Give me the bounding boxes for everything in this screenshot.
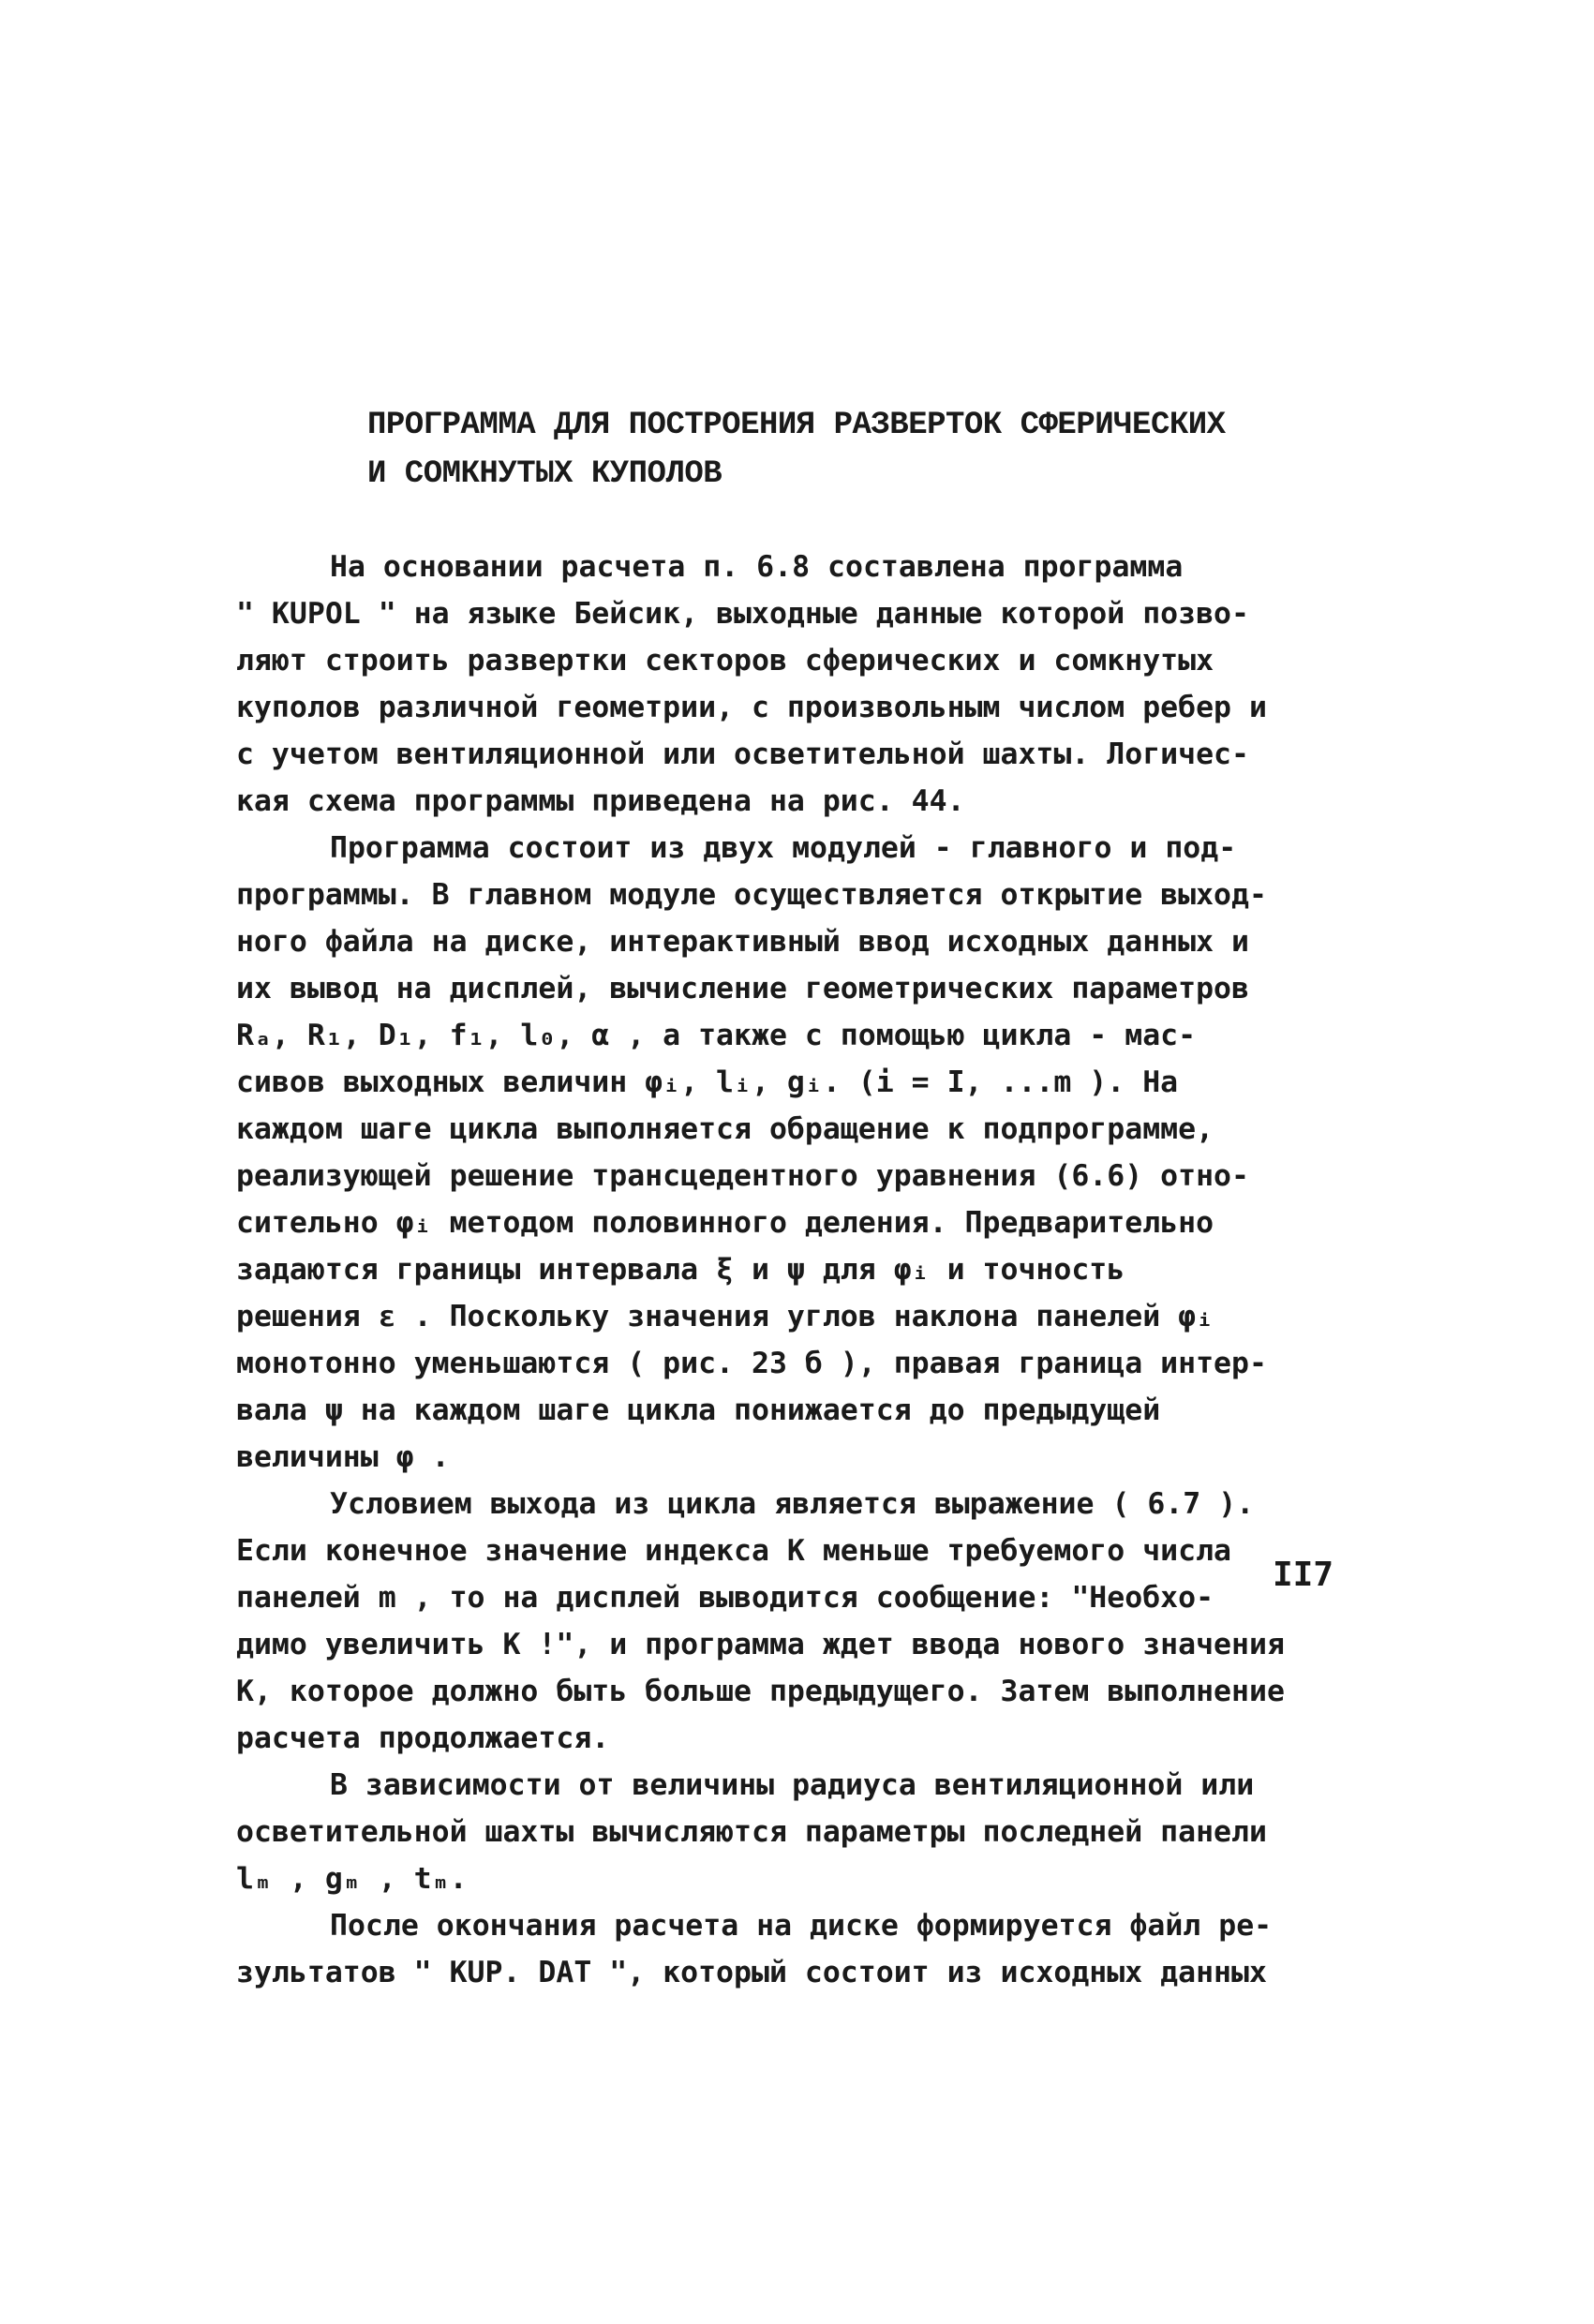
text-line: После окончания расчета на диске формируется файл ре- xyxy=(330,1909,1273,1943)
text-line: На основании расчета п. 6.8 составлена программа xyxy=(330,550,1184,584)
text-line: реализующей решение трансцедентного уравнения (6.6) отно- xyxy=(236,1159,1249,1193)
text-line: кая схема программы приведена на рис. 44. xyxy=(236,784,965,818)
text-line: ляют строить развертки секторов сферических и сомкнутых xyxy=(236,644,1214,678)
text-line: вала ψ на каждом шаге цикла понижается до предыдущей xyxy=(236,1393,1161,1427)
text-line: сительно φᵢ методом половинного деления. Предварительно xyxy=(236,1206,1214,1240)
text-line: программы. В главном модуле осуществляется открытие выход- xyxy=(236,878,1267,912)
text-line: решения ε . Поскольку значения углов наклона панелей φᵢ xyxy=(236,1300,1214,1333)
title-line-2: И СОМКНУТЫХ КУПОЛОВ xyxy=(367,456,723,492)
text-line: зультатов " KUP. DAT ", который состоит из исходных данных xyxy=(236,1956,1267,1989)
text-line: сивов выходных величин φᵢ, lᵢ, gᵢ. (i = I, ...m ). На xyxy=(236,1065,1179,1099)
text-line: расчета продолжается. xyxy=(236,1721,610,1755)
title-line-1: ПРОГРАММА ДЛЯ ПОСТРОЕНИЯ РАЗВЕРТОК СФЕРИЧЕСКИХ xyxy=(367,408,1226,443)
text-line: величины φ . xyxy=(236,1440,450,1474)
text-line: " KUPOL " на языке Бейсик, выходные данные которой позво- xyxy=(236,597,1249,631)
text-line: К, которое должно быть больше предыдущего. Затем выполнение xyxy=(236,1675,1285,1708)
text-line: каждом шаге цикла выполняется обращение к подпрограмме, xyxy=(236,1112,1214,1146)
text-line: задаются границы интервала ξ и ψ для φᵢ и точность xyxy=(236,1253,1125,1287)
text-line: их вывод на дисплей, вычисление геометрических параметров xyxy=(236,972,1249,1006)
text-line: с учетом вентиляционной или осветительной шахты. Логичес- xyxy=(236,737,1249,771)
text-line: В зависимости от величины радиуса вентиляционной или xyxy=(330,1768,1255,1802)
text-line: Программа состоит из двух модулей - главного и под- xyxy=(330,831,1237,865)
text-line: lₘ , gₘ , tₘ. xyxy=(236,1862,468,1896)
text-line: ного файла на диске, интерактивный ввод исходных данных и xyxy=(236,925,1249,959)
body-text xyxy=(236,544,1379,1996)
text-line: панелей m , то на дисплей выводится сообщение: "Необхо- xyxy=(236,1581,1214,1615)
text-line: Если конечное значение индекса К меньше требуемого числа xyxy=(236,1534,1232,1568)
page-title xyxy=(367,401,1304,499)
text-line: Rₐ, R₁, D₁, f₁, l₀, α , а также с помощью цикла - мас- xyxy=(236,1019,1197,1052)
text-line: осветительной шахты вычисляются параметры последней панели xyxy=(236,1815,1267,1849)
text-line: монотонно уменьшаются ( рис. 23 б ), правая граница интер- xyxy=(236,1347,1267,1380)
page-number: II7 xyxy=(1273,1556,1334,1594)
text-line: димо увеличить К !", и программа ждет ввода нового значения xyxy=(236,1628,1285,1661)
text-line: куполов различной геометрии, с произвольным числом ребер и xyxy=(236,691,1267,724)
text-line: Условием выхода из цикла является выражение ( 6.7 ). xyxy=(330,1487,1255,1521)
